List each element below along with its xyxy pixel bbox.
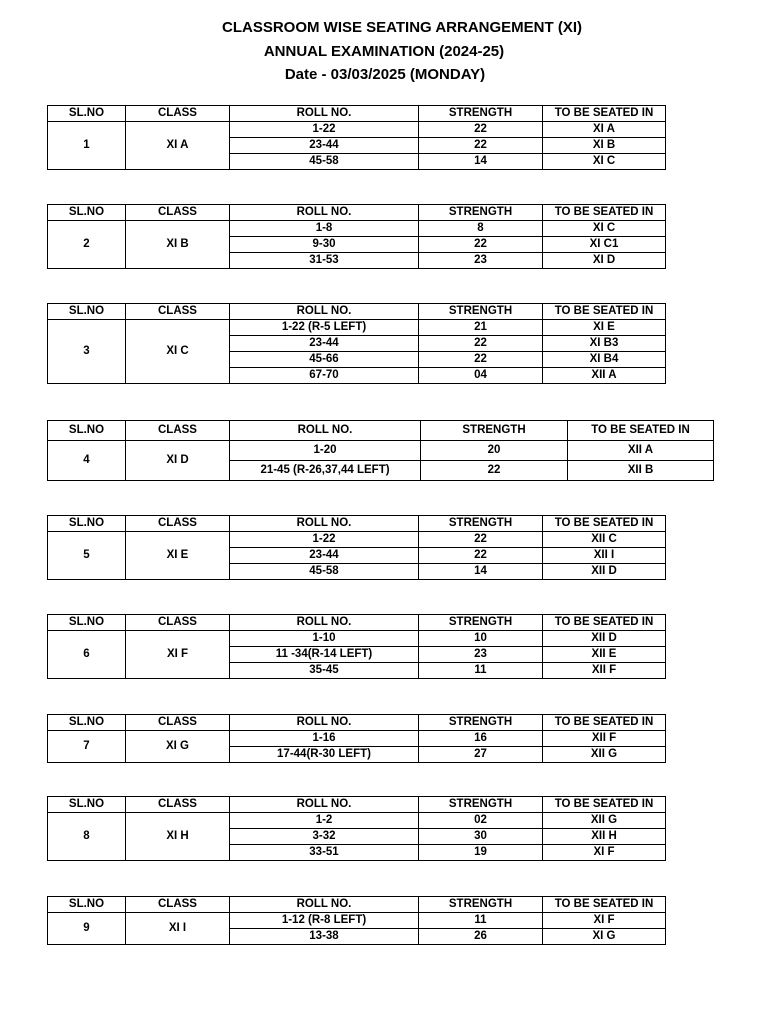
column-header: SL.NO (48, 421, 126, 441)
column-header: STRENGTH (421, 421, 568, 441)
strength-cell: 22 (419, 352, 543, 368)
roll-no-cell: 23-44 (230, 138, 419, 154)
seating-table-3 (47, 303, 666, 384)
sl-no-cell: 9 (48, 913, 126, 945)
seated-in-cell: XI B3 (543, 336, 666, 352)
class-cell: XI B (126, 221, 230, 269)
column-header: CLASS (126, 205, 230, 221)
table-row (48, 631, 666, 647)
roll-no-cell: 31-53 (230, 253, 419, 269)
seating-table-2 (47, 204, 666, 269)
column-header: TO BE SEATED IN (543, 106, 666, 122)
seating-table-6 (47, 614, 666, 679)
column-header: TO BE SEATED IN (568, 421, 714, 441)
table-header-row (48, 516, 666, 532)
seated-in-cell: XII G (543, 747, 666, 763)
column-header: CLASS (126, 897, 230, 913)
column-header: ROLL NO. (230, 205, 419, 221)
seated-in-cell: XI B (543, 138, 666, 154)
sl-no-cell: 1 (48, 122, 126, 170)
column-header: CLASS (126, 304, 230, 320)
table-row (48, 122, 666, 138)
roll-no-cell: 21-45 (R-26,37,44 LEFT) (230, 461, 421, 481)
sl-no-cell: 5 (48, 532, 126, 580)
column-header: TO BE SEATED IN (543, 715, 666, 731)
class-cell: XI E (126, 532, 230, 580)
exam-title: ANNUAL EXAMINATION (2024-25) (263, 43, 505, 60)
column-header: STRENGTH (419, 615, 543, 631)
column-header: TO BE SEATED IN (543, 304, 666, 320)
strength-cell: 20 (421, 441, 568, 461)
strength-cell: 22 (419, 138, 543, 154)
seated-in-cell: XI C1 (543, 237, 666, 253)
roll-no-cell: 17-44(R-30 LEFT) (230, 747, 419, 763)
seated-in-cell: XII E (543, 647, 666, 663)
strength-cell: 22 (419, 532, 543, 548)
column-header: STRENGTH (419, 304, 543, 320)
roll-no-cell: 1-22 (230, 122, 419, 138)
column-header: CLASS (126, 516, 230, 532)
roll-no-cell: 23-44 (230, 548, 419, 564)
roll-no-cell: 1-10 (230, 631, 419, 647)
column-header: ROLL NO. (230, 615, 419, 631)
class-cell: XI A (126, 122, 230, 170)
table-header-row (48, 615, 666, 631)
seated-in-cell: XI B4 (543, 352, 666, 368)
sl-no-cell: 7 (48, 731, 126, 763)
roll-no-cell: 1-22 (230, 532, 419, 548)
page-title: CLASSROOM WISE SEATING ARRANGEMENT (XI) (222, 19, 582, 36)
class-cell: XI D (126, 441, 230, 481)
seated-in-cell: XII F (543, 731, 666, 747)
roll-no-cell: 3-32 (230, 829, 419, 845)
table-row (48, 441, 714, 461)
column-header: TO BE SEATED IN (543, 516, 666, 532)
roll-no-cell: 1-16 (230, 731, 419, 747)
roll-no-cell: 1-20 (230, 441, 421, 461)
class-cell: XI G (126, 731, 230, 763)
seated-in-cell: XII H (543, 829, 666, 845)
strength-cell: 14 (419, 154, 543, 170)
table-row (48, 532, 666, 548)
table-row (48, 913, 666, 929)
table-header-row (48, 715, 666, 731)
strength-cell: 11 (419, 663, 543, 679)
column-header: ROLL NO. (230, 897, 419, 913)
column-header: SL.NO (48, 516, 126, 532)
column-header: SL.NO (48, 715, 126, 731)
column-header: CLASS (126, 421, 230, 441)
strength-cell: 8 (419, 221, 543, 237)
class-cell: XI C (126, 320, 230, 384)
column-header: STRENGTH (419, 205, 543, 221)
strength-cell: 11 (419, 913, 543, 929)
strength-cell: 19 (419, 845, 543, 861)
seating-table-8 (47, 796, 666, 861)
column-header: SL.NO (48, 897, 126, 913)
strength-cell: 23 (419, 253, 543, 269)
class-cell: XI H (126, 813, 230, 861)
sl-no-cell: 3 (48, 320, 126, 384)
table-header-row (48, 797, 666, 813)
column-header: ROLL NO. (230, 797, 419, 813)
strength-cell: 04 (419, 368, 543, 384)
seated-in-cell: XI D (543, 253, 666, 269)
column-header: TO BE SEATED IN (543, 205, 666, 221)
seated-in-cell: XI E (543, 320, 666, 336)
seated-in-cell: XI A (543, 122, 666, 138)
strength-cell: 23 (419, 647, 543, 663)
seated-in-cell: XII D (543, 631, 666, 647)
table-header-row (48, 106, 666, 122)
column-header: TO BE SEATED IN (543, 615, 666, 631)
column-header: SL.NO (48, 797, 126, 813)
roll-no-cell: 67-70 (230, 368, 419, 384)
table-row (48, 320, 666, 336)
column-header: STRENGTH (419, 897, 543, 913)
seated-in-cell: XI F (543, 845, 666, 861)
seated-in-cell: XII A (568, 441, 714, 461)
strength-cell: 16 (419, 731, 543, 747)
strength-cell: 22 (419, 237, 543, 253)
roll-no-cell: 11 -34(R-14 LEFT) (230, 647, 419, 663)
column-header: SL.NO (48, 615, 126, 631)
strength-cell: 21 (419, 320, 543, 336)
seated-in-cell: XII G (543, 813, 666, 829)
seating-table-7 (47, 714, 666, 763)
roll-no-cell: 45-58 (230, 564, 419, 580)
seated-in-cell: XII B (568, 461, 714, 481)
roll-no-cell: 35-45 (230, 663, 419, 679)
sl-no-cell: 8 (48, 813, 126, 861)
roll-no-cell: 45-66 (230, 352, 419, 368)
table-header-row (48, 205, 666, 221)
table-row (48, 813, 666, 829)
column-header: STRENGTH (419, 516, 543, 532)
seated-in-cell: XII A (543, 368, 666, 384)
strength-cell: 30 (419, 829, 543, 845)
sl-no-cell: 2 (48, 221, 126, 269)
table-row (48, 731, 666, 747)
column-header: ROLL NO. (230, 106, 419, 122)
column-header: CLASS (126, 715, 230, 731)
seating-table-4 (47, 420, 714, 481)
seated-in-cell: XII C (543, 532, 666, 548)
seating-table-5 (47, 515, 666, 580)
column-header: ROLL NO. (230, 304, 419, 320)
column-header: STRENGTH (419, 715, 543, 731)
roll-no-cell: 23-44 (230, 336, 419, 352)
roll-no-cell: 13-38 (230, 929, 419, 945)
class-cell: XI F (126, 631, 230, 679)
table-header-row (48, 897, 666, 913)
column-header: CLASS (126, 106, 230, 122)
sl-no-cell: 6 (48, 631, 126, 679)
table-header-row (48, 304, 666, 320)
strength-cell: 27 (419, 747, 543, 763)
roll-no-cell: 33-51 (230, 845, 419, 861)
column-header: TO BE SEATED IN (543, 897, 666, 913)
strength-cell: 22 (419, 548, 543, 564)
roll-no-cell: 9-30 (230, 237, 419, 253)
roll-no-cell: 45-58 (230, 154, 419, 170)
roll-no-cell: 1-2 (230, 813, 419, 829)
class-cell: XI I (126, 913, 230, 945)
column-header: CLASS (126, 615, 230, 631)
exam-date: Date - 03/03/2025 (MONDAY) (284, 66, 486, 83)
column-header: SL.NO (48, 106, 126, 122)
roll-no-cell: 1-12 (R-8 LEFT) (230, 913, 419, 929)
seating-table-9 (47, 896, 666, 945)
strength-cell: 10 (419, 631, 543, 647)
column-header: STRENGTH (419, 106, 543, 122)
seated-in-cell: XI C (543, 221, 666, 237)
column-header: SL.NO (48, 304, 126, 320)
seated-in-cell: XI F (543, 913, 666, 929)
sl-no-cell: 4 (48, 441, 126, 481)
strength-cell: 22 (419, 336, 543, 352)
strength-cell: 02 (419, 813, 543, 829)
column-header: ROLL NO. (230, 421, 421, 441)
strength-cell: 26 (419, 929, 543, 945)
column-header: CLASS (126, 797, 230, 813)
column-header: SL.NO (48, 205, 126, 221)
roll-no-cell: 1-22 (R-5 LEFT) (230, 320, 419, 336)
table-row (48, 221, 666, 237)
seated-in-cell: XII D (543, 564, 666, 580)
column-header: ROLL NO. (230, 715, 419, 731)
strength-cell: 14 (419, 564, 543, 580)
strength-cell: 22 (421, 461, 568, 481)
roll-no-cell: 1-8 (230, 221, 419, 237)
seated-in-cell: XII F (543, 663, 666, 679)
seated-in-cell: XI G (543, 929, 666, 945)
table-header-row (48, 421, 714, 441)
column-header: TO BE SEATED IN (543, 797, 666, 813)
column-header: ROLL NO. (230, 516, 419, 532)
strength-cell: 22 (419, 122, 543, 138)
seating-table-1 (47, 105, 666, 170)
seated-in-cell: XI C (543, 154, 666, 170)
seated-in-cell: XII I (543, 548, 666, 564)
column-header: STRENGTH (419, 797, 543, 813)
